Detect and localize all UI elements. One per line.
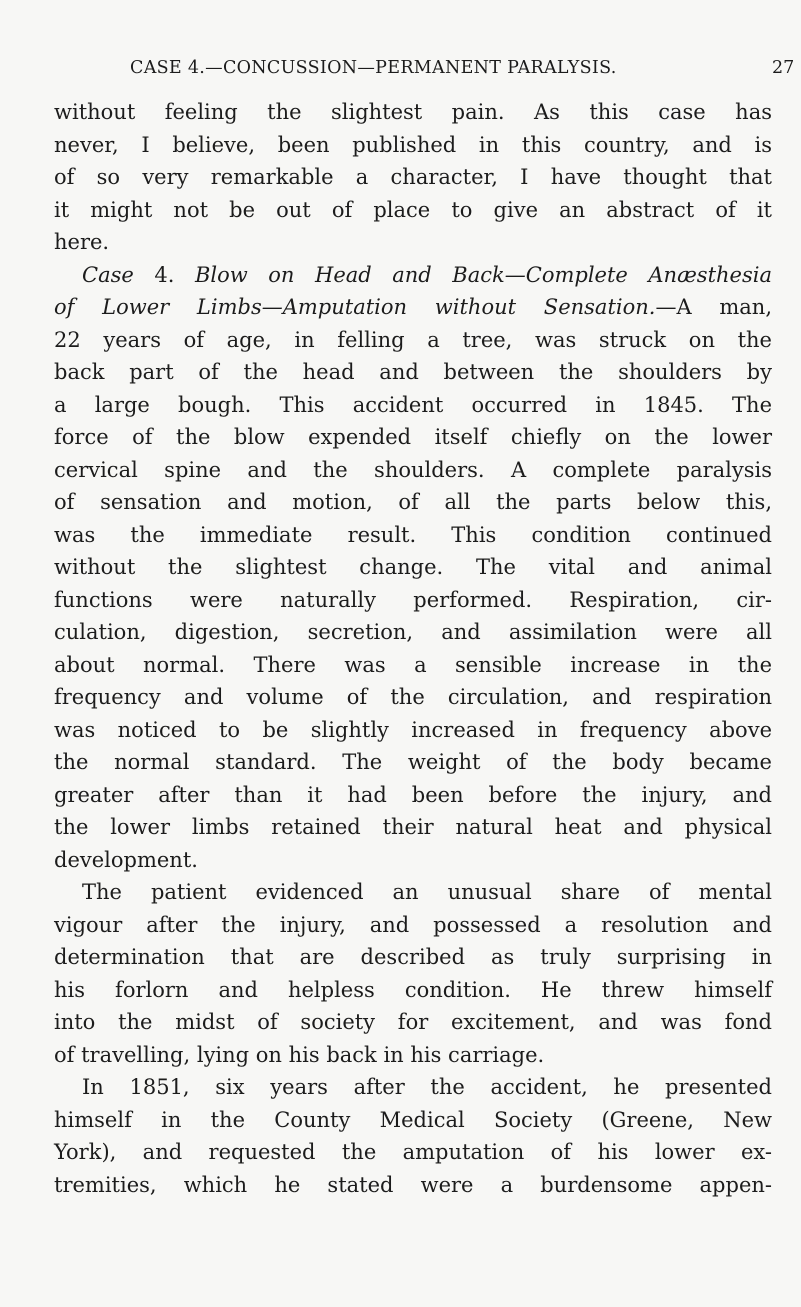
text-line: The patient evidenced an unusual share of mental (82, 880, 772, 904)
text-line: 22 years of age, in felling a tree, was struck on the (54, 327, 772, 352)
text-line: of travelling, lying on his back in his carriage. (54, 1042, 545, 1067)
body-text (54, 96, 772, 1201)
text-line: into the midst of society for excitement, and was fond (54, 1010, 772, 1034)
text-line: here. (54, 230, 110, 254)
text-line: frequency and volume of the circulation, and respiration (54, 685, 772, 709)
page-number: 27 (772, 58, 795, 78)
text-segment: 4. (154, 262, 195, 287)
text-line: his forlorn and helpless condition. He threw himself (54, 977, 772, 1002)
text-line: was the immediate result. This condition continued (54, 522, 772, 547)
text-line: force of the blow expended itself chiefly on the lower (54, 425, 772, 449)
text-line (54, 259, 772, 292)
text-line: In 1851, six years after the accident, he presented (82, 1075, 772, 1099)
text-line: about normal. There was a sensible increase in the (54, 652, 772, 677)
text-line: without feeling the slightest pain. As this case has (54, 100, 772, 124)
text-line: it might not be out of place to give an abstract of it (54, 197, 772, 222)
text-line: of sensation and motion, of all the parts below this, (54, 490, 772, 514)
text-line: without the slightest change. The vital and animal (54, 555, 772, 579)
text-segment: —A man, (655, 295, 772, 319)
text-line: the normal standard. The weight of the body became (54, 750, 772, 774)
text-line (54, 291, 772, 324)
text-line: vigour after the injury, and possessed a resolution and (54, 912, 772, 937)
text-line: was noticed to be slightly increased in frequency above (54, 717, 772, 742)
text-line: determination that are described as truly surprising in (54, 945, 772, 969)
text-line: functions were naturally performed. Respiration, cir- (54, 587, 772, 612)
text-line: development. (54, 847, 198, 872)
text-line: of so very remarkable a character, I have thought that (54, 165, 772, 189)
text-line: never, I believe, been published in this country, and is (54, 132, 772, 157)
text-line: York), and requested the amputation of his lower ex- (54, 1140, 772, 1164)
text-line: culation, digestion, secretion, and assimilation were all (54, 620, 772, 644)
running-head: CASE 4.—CONCUSSION—PERMANENT PARALYSIS. (130, 58, 617, 78)
text-segment: Blow on Head and Back—Complete Anæsthesia (194, 262, 772, 287)
text-line: back part of the head and between the shoulders by (54, 360, 772, 384)
text-line: himself in the County Medical Society (Greene, New (54, 1107, 772, 1132)
text-line: cervical spine and the shoulders. A complete paralysis (54, 457, 772, 482)
text-segment: of Lower Limbs—Amputation without Sensation. (54, 295, 656, 319)
text-line: tremities, which he stated were a burdensome appen- (54, 1172, 772, 1197)
text-line: greater after than it had been before the injury, and (54, 782, 772, 807)
text-line: a large bough. This accident occurred in 1845. The (54, 392, 772, 417)
text-segment: Case (82, 262, 155, 287)
text-line: the lower limbs retained their natural heat and physical (54, 815, 772, 839)
